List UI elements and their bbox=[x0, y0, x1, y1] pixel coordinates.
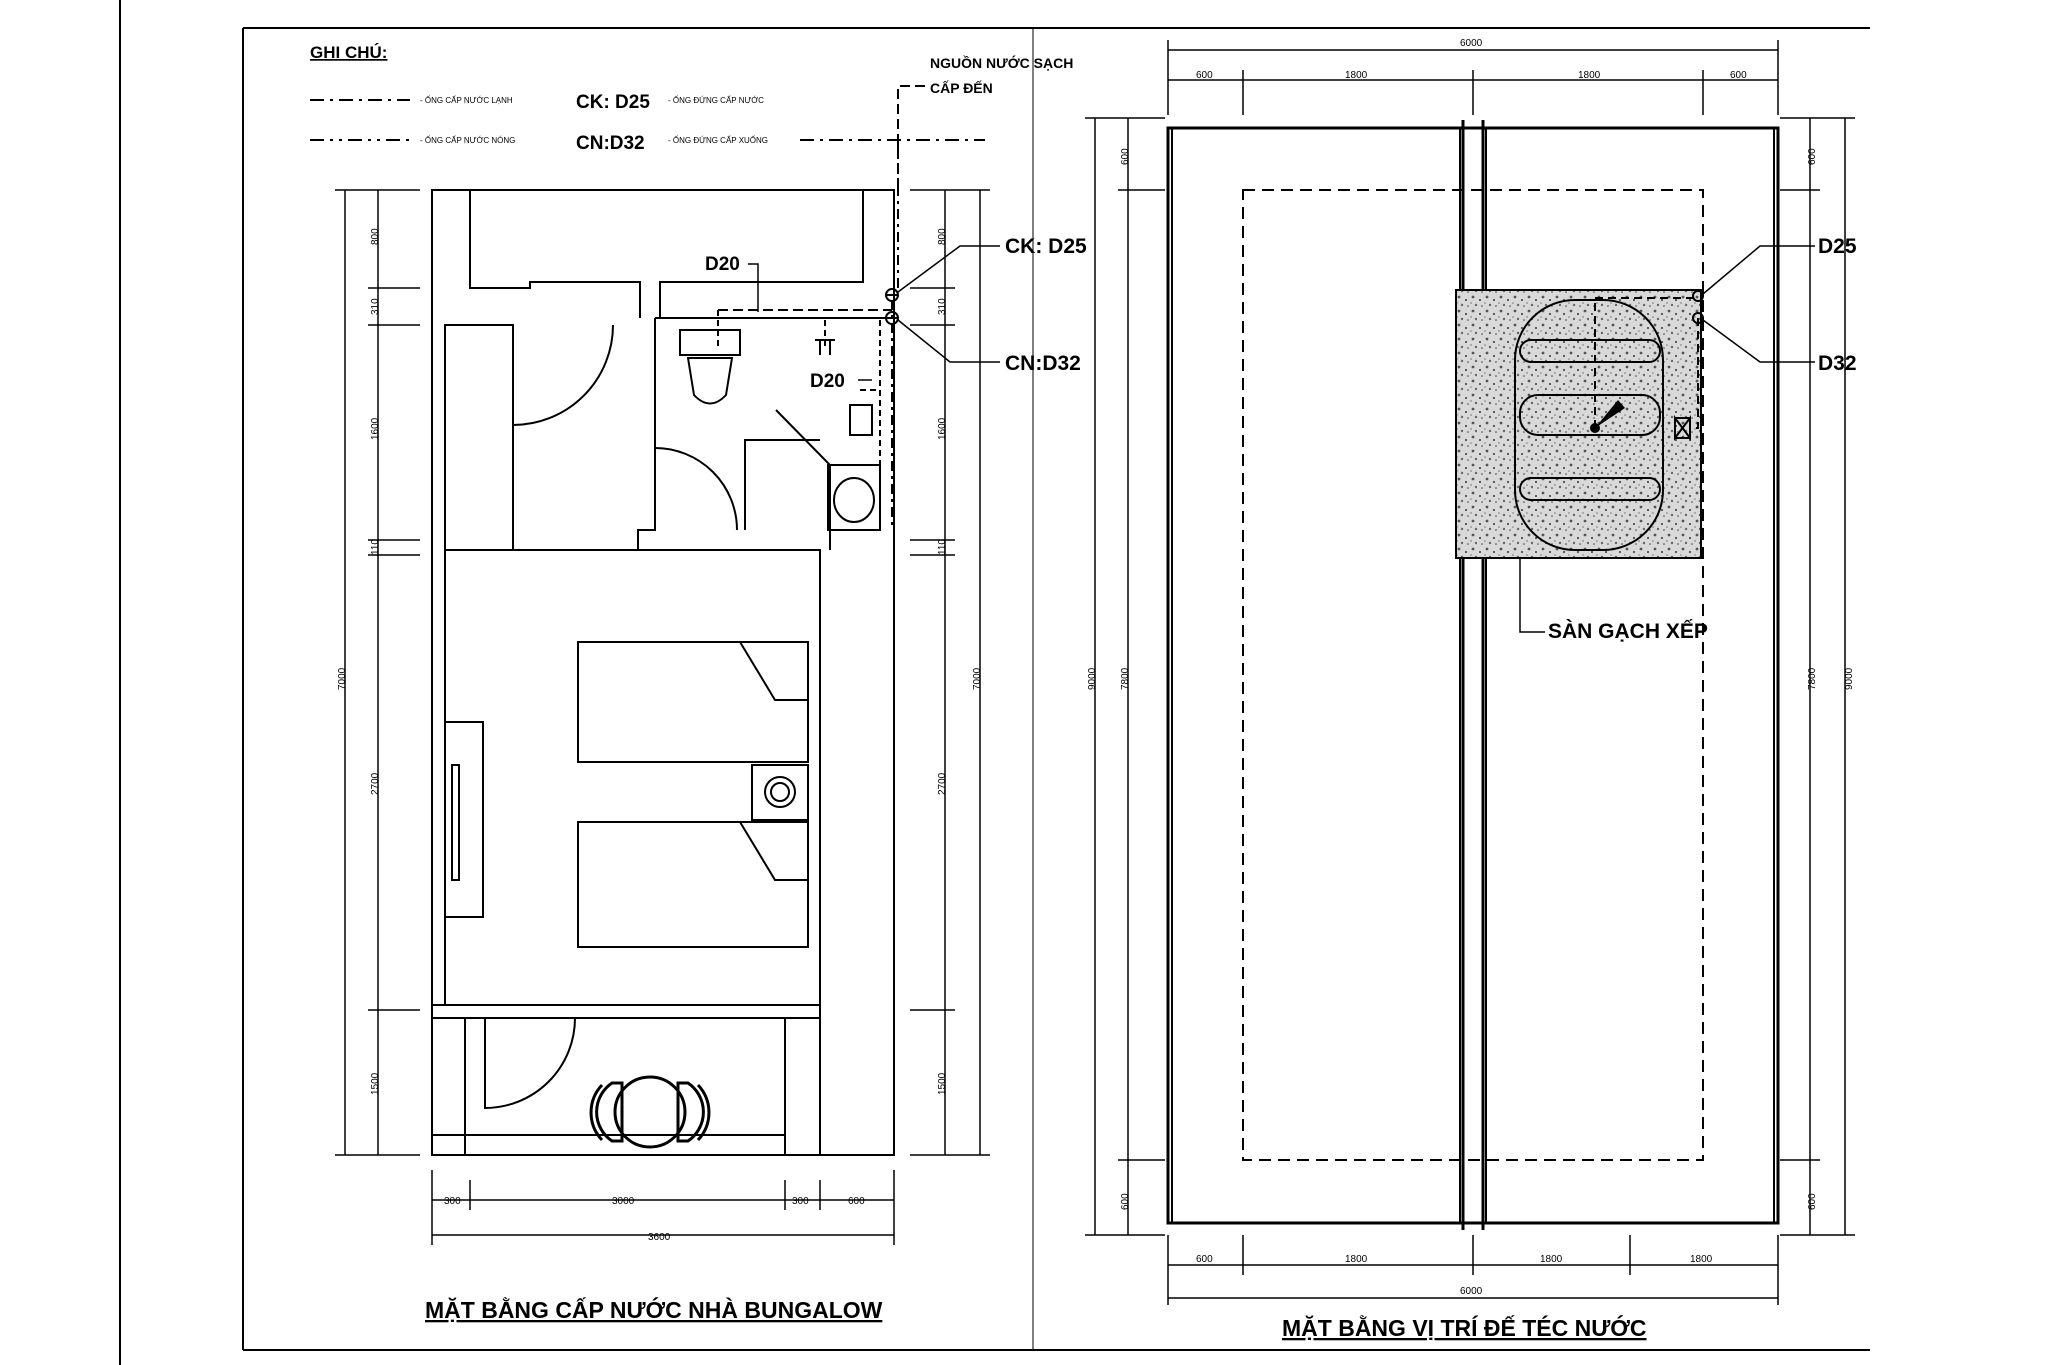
dim-left-6: 1500 bbox=[370, 1072, 381, 1095]
dim-left-total: 7000 bbox=[337, 667, 348, 690]
right-plan bbox=[1085, 38, 1857, 1341]
dim-right-1: 800 bbox=[937, 228, 948, 245]
dim-top-1: 600 bbox=[1196, 70, 1213, 81]
tiled-floor-area bbox=[1456, 290, 1701, 558]
dim-left-4: 110 bbox=[370, 539, 381, 555]
dim-right-3: 1600 bbox=[937, 417, 948, 440]
source-label-line2: CẤP ĐẾN bbox=[930, 80, 993, 96]
dim-right-r1: 600 bbox=[1807, 148, 1818, 165]
dim-bottom-1: 300 bbox=[444, 1196, 461, 1207]
left-plan bbox=[335, 54, 1087, 1323]
label-d20-lower: D20 bbox=[810, 371, 845, 392]
legend bbox=[310, 43, 985, 154]
dim-right-2: 310 bbox=[937, 298, 948, 315]
dim-bottom-r3: 1800 bbox=[1540, 1254, 1563, 1265]
dim-left-r2: 7800 bbox=[1120, 667, 1131, 690]
dim-left-1: 800 bbox=[370, 228, 381, 245]
dim-bottom-total: 3600 bbox=[648, 1232, 671, 1243]
label-floor: SÀN GẠCH XẾP bbox=[1548, 620, 1708, 643]
dim-left-5: 2700 bbox=[370, 772, 381, 795]
label-d32: D32 bbox=[1818, 352, 1857, 375]
dim-bottom-2: 3000 bbox=[612, 1196, 635, 1207]
dim-bottom-4: 600 bbox=[848, 1196, 865, 1207]
dim-bottom-3: 300 bbox=[792, 1196, 809, 1207]
dim-right-r3: 600 bbox=[1807, 1193, 1818, 1210]
label-ck-d25: CK: D25 bbox=[1005, 235, 1087, 258]
wardrobe-icon bbox=[445, 722, 483, 917]
legend-row1-desc: - ỐNG ĐỨNG CẤP NƯỚC bbox=[668, 96, 764, 105]
dim-bottom-r2: 1800 bbox=[1345, 1254, 1368, 1265]
dim-left-r3: 600 bbox=[1120, 1193, 1131, 1210]
dim-right-6: 1500 bbox=[937, 1072, 948, 1095]
dim-top-4: 600 bbox=[1730, 70, 1747, 81]
toilet-icon bbox=[680, 330, 740, 404]
nightstand-icon bbox=[752, 765, 808, 820]
legend-row1-code: CK: D25 bbox=[576, 92, 650, 113]
dim-right-total: 7000 bbox=[972, 667, 983, 690]
dim-left-3: 1600 bbox=[370, 417, 381, 440]
dimension-top bbox=[1168, 40, 1778, 115]
left-plan-title: MẶT BẰNG CẤP NƯỚC NHÀ BUNGALOW bbox=[425, 1297, 883, 1323]
dim-right-5: 2700 bbox=[937, 772, 948, 795]
label-cn-d32: CN:D32 bbox=[1005, 352, 1081, 375]
dim-bottom-r1: 600 bbox=[1196, 1254, 1213, 1265]
dim-left-r1: 600 bbox=[1120, 148, 1131, 165]
dim-bottom-r-total: 6000 bbox=[1460, 1286, 1483, 1297]
dim-top-3: 1800 bbox=[1578, 70, 1601, 81]
label-d20-upper: D20 bbox=[705, 254, 740, 275]
dim-right-r-total: 9000 bbox=[1844, 667, 1855, 690]
dim-right-r2: 7800 bbox=[1807, 667, 1818, 690]
legend-title: GHI CHÚ: bbox=[310, 43, 388, 62]
wash-basin-icon bbox=[828, 465, 880, 530]
dim-left-r-total: 9000 bbox=[1087, 667, 1098, 690]
table-chairs-icon bbox=[591, 1077, 709, 1147]
dim-left-2: 310 bbox=[370, 298, 381, 315]
right-plan-title: MẶT BẰNG VỊ TRÍ ĐẾ TÉC NƯỚC bbox=[1282, 1315, 1647, 1341]
dim-top-2: 1800 bbox=[1345, 70, 1368, 81]
bed-upper-icon bbox=[578, 642, 808, 762]
legend-row2-code: CN:D32 bbox=[576, 133, 645, 154]
dim-bottom-r4: 1800 bbox=[1690, 1254, 1713, 1265]
legend-row1-pipe: - ỐNG CẤP NƯỚC LẠNH bbox=[420, 96, 513, 105]
legend-row2-pipe: - ỐNG CẤP NƯỚC NÓNG bbox=[420, 136, 516, 145]
label-d25: D25 bbox=[1818, 235, 1857, 258]
dim-top-total: 6000 bbox=[1460, 38, 1483, 49]
dim-right-4: 110 bbox=[937, 539, 948, 555]
legend-row2-desc: - ỐNG ĐỨNG CẤP XUỐNG bbox=[668, 136, 769, 145]
slab-outline bbox=[1168, 120, 1778, 1230]
bed-lower-icon bbox=[578, 822, 808, 947]
source-label-line1: NGUỒN NƯỚC SẠCH bbox=[930, 55, 1074, 71]
